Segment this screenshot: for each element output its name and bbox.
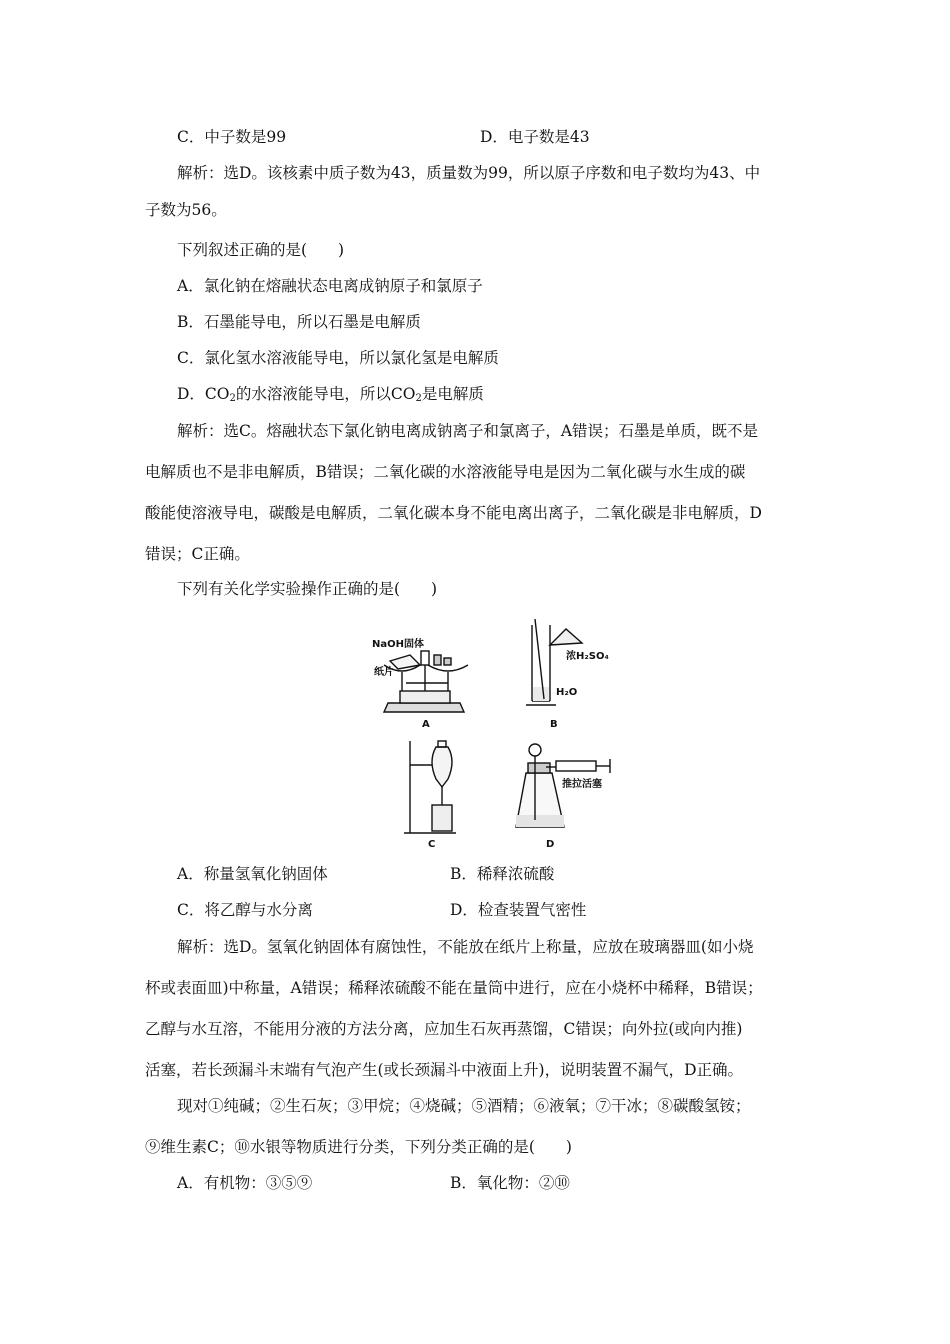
q2-option-c: C．氯化氢水溶液能导电，所以氯化氢是电解质 xyxy=(177,349,499,367)
q2-stem: 下列叙述正确的是( ) xyxy=(177,241,345,259)
q2-analysis-line-4: 错误；C正确。 xyxy=(145,545,250,563)
q3-option-c: C．将乙醇与水分离 xyxy=(177,901,313,919)
balance-diagram xyxy=(384,651,468,712)
label-syringe: 推拉活塞 xyxy=(562,779,602,790)
q1-option-c: C．中子数是99 xyxy=(177,128,287,146)
q2-option-d: D．$CO_2$的水溶液能导电，所以$CO_2$是电解质 xyxy=(177,385,484,404)
q3-option-d: D．检查装置气密性 xyxy=(450,901,587,919)
q2-analysis-line-2: 电解质也不是非电解质，B错误；二氧化碳的水溶液能导电是因为二氧化碳与水生成的碳 xyxy=(145,463,746,481)
q3-analysis-line-1: 解析：选D。氢氧化钠固体有腐蚀性，不能放在纸片上称量，应放在玻璃器皿(如小烧 xyxy=(177,938,754,956)
q1-option-d: D．电子数是43 xyxy=(480,128,590,146)
caption-a: A xyxy=(422,719,430,730)
q3-analysis-line-2: 杯或表面皿)中称量，A错误；稀释浓硫酸不能在量筒中进行，应在小烧杯中稀释，B错误； xyxy=(145,979,763,997)
label-water: H₂O xyxy=(556,687,578,698)
q4-option-a: A．有机物：③⑤⑨ xyxy=(177,1174,313,1192)
separatory-funnel-diagram xyxy=(404,741,456,833)
lab-apparatus-figure xyxy=(370,615,630,855)
q3-option-a: A．称量氢氧化钠固体 xyxy=(177,865,328,883)
q2-analysis-line-3: 酸能使溶液导电，碳酸是电解质，二氧化碳本身不能电离出离子，二氧化碳是非电解质，D xyxy=(145,504,762,522)
caption-c: C xyxy=(428,839,436,850)
q3-analysis-line-4: 活塞，若长颈漏斗末端有气泡产生(或长颈漏斗中液面上升)，说明装置不漏气，D正确。 xyxy=(145,1061,744,1079)
label-naoh: NaOH固体 xyxy=(372,639,424,650)
q4-stem-line-1: 现对①纯碱；②生石灰；③甲烷；④烧碱；⑤酒精；⑥液氧；⑦干冰；⑧碳酸氢铵； xyxy=(177,1097,751,1115)
caption-d: D xyxy=(546,839,555,850)
q4-option-b: B．氧化物：②⑩ xyxy=(450,1174,570,1192)
q3-option-b: B．稀释浓硫酸 xyxy=(450,865,555,883)
q3-stem: 下列有关化学实验操作正确的是( ) xyxy=(177,580,438,598)
q1-analysis-line-2: 子数为56。 xyxy=(145,201,227,219)
q2-analysis-line-1: 解析：选C。熔融状态下氯化钠电离成钠离子和氯离子，A错误；石墨是单质，既不是 xyxy=(177,422,759,440)
co2-subscript: 2 xyxy=(415,393,422,404)
q2-option-a: A．氯化钠在熔融状态电离成钠原子和氯原子 xyxy=(177,277,483,295)
caption-b: B xyxy=(550,719,558,730)
co2-subscript: 2 xyxy=(229,393,236,404)
label-paper: 纸片 xyxy=(374,667,394,678)
q2-option-b: B．石墨能导电，所以石墨是电解质 xyxy=(177,313,421,331)
q3-analysis-line-3: 乙醇与水互溶，不能用分液的方法分离，应加生石灰再蒸馏，C错误；向外拉(或向内推) xyxy=(145,1020,743,1038)
label-conc-acid: 浓H₂SO₄ xyxy=(566,651,609,662)
q1-analysis-line-1: 解析：选D。该核素中质子数为43，质量数为99，所以原子序数和电子数均为43、中 xyxy=(177,164,761,182)
q4-stem-line-2: ⑨维生素C；⑩水银等物质进行分类，下列分类正确的是( ) xyxy=(145,1138,572,1156)
